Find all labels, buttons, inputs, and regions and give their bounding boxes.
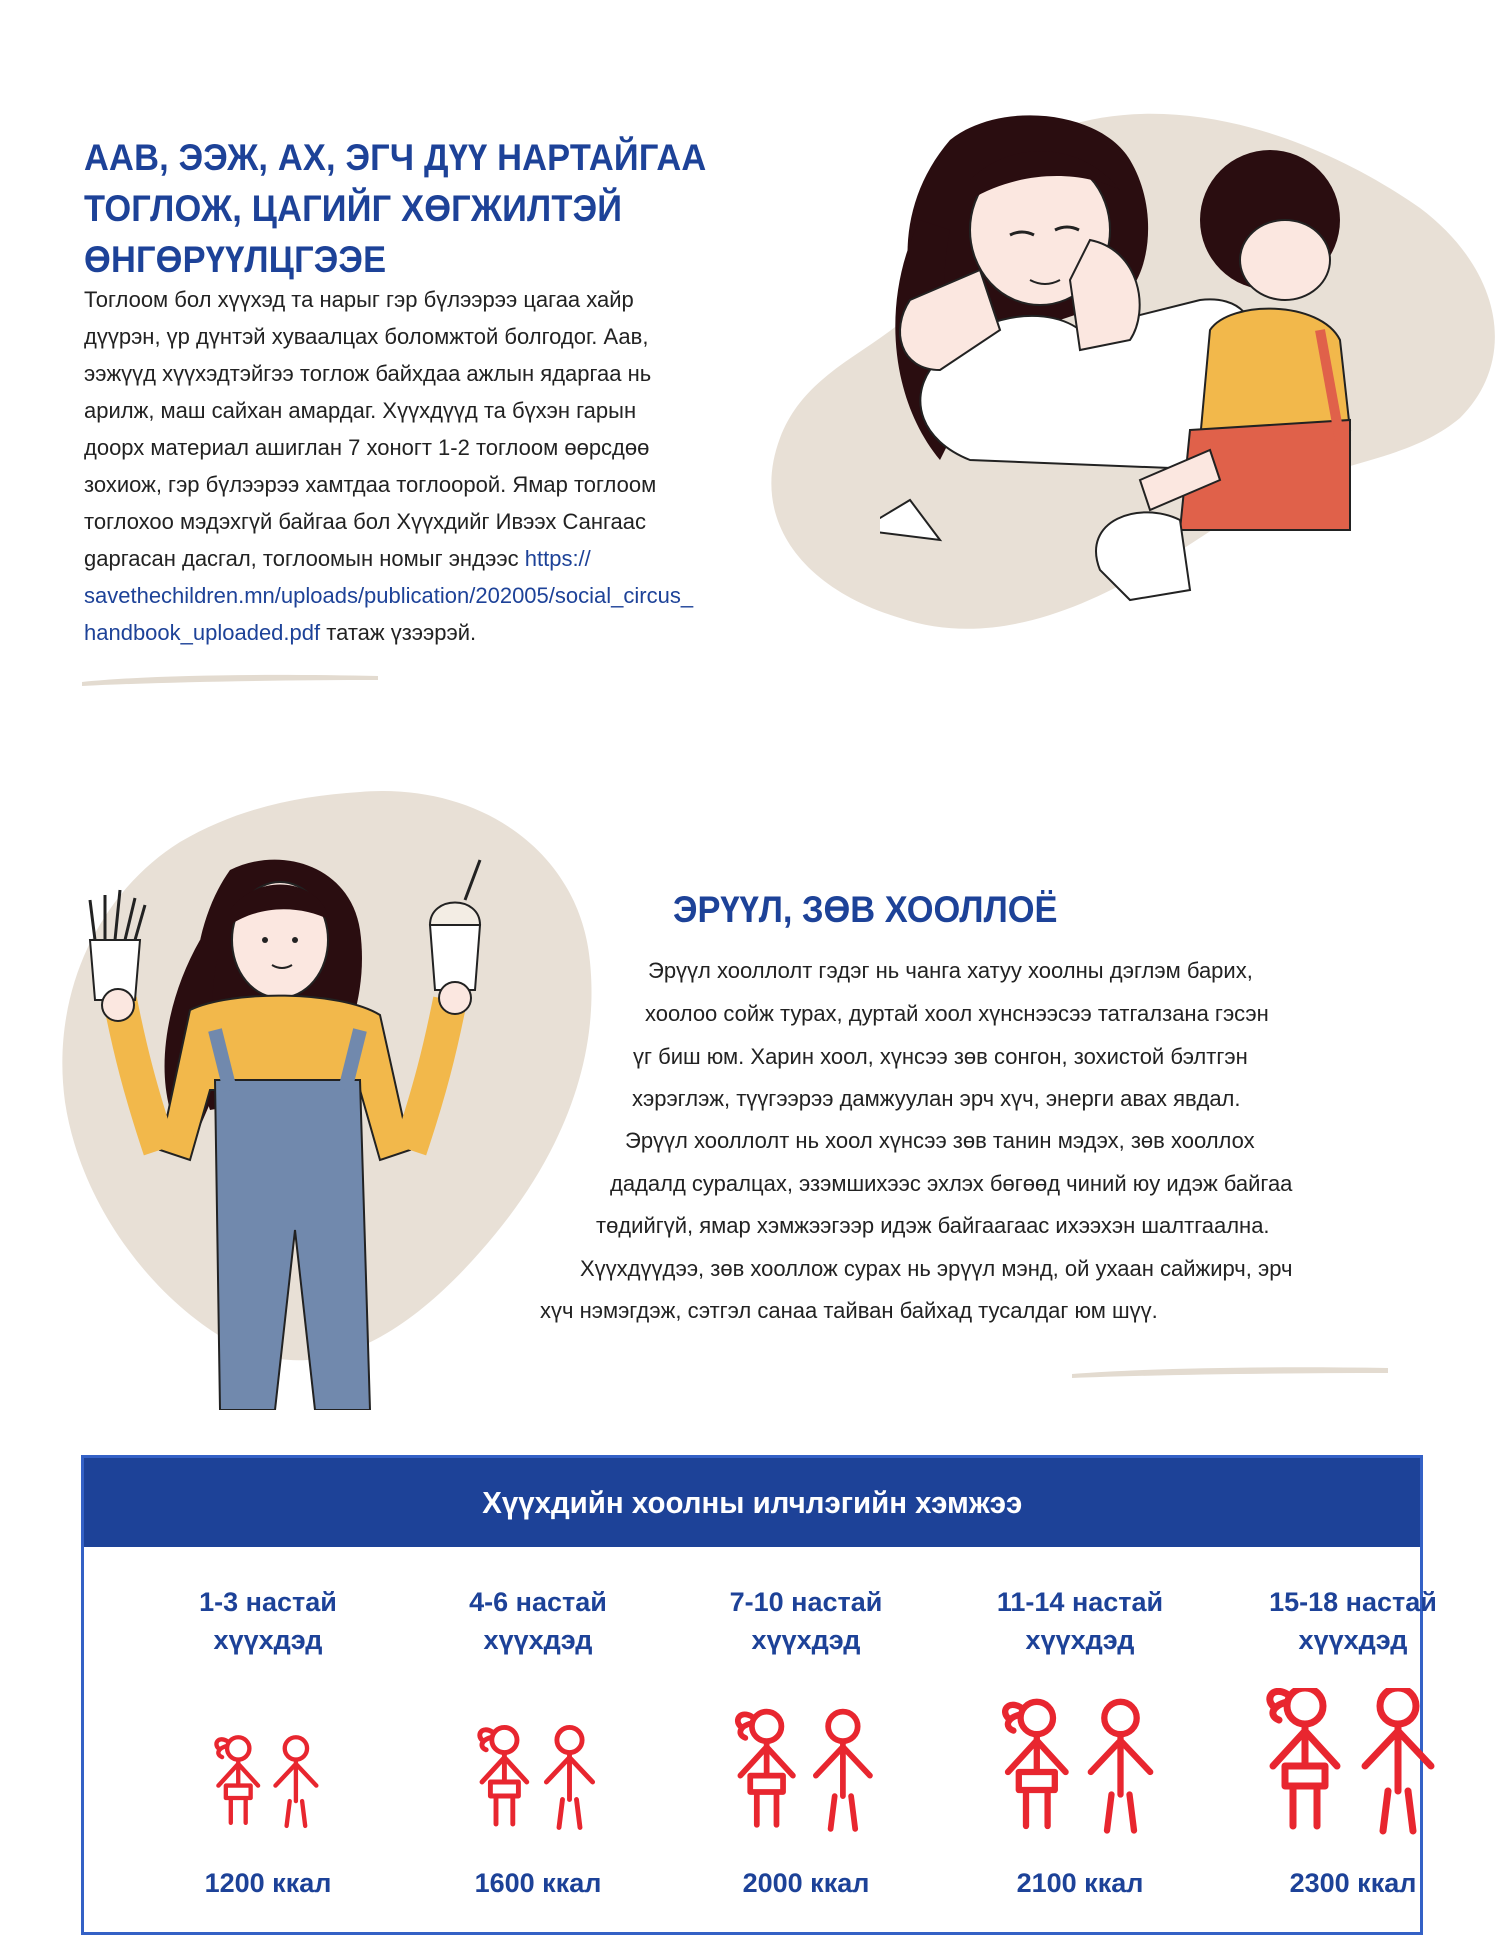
age-label: 1-3 настай хүүхдэд: [199, 1587, 337, 1655]
body-text: Тоглоом бол хүүхэд та нарыг гэр бүлээрээ цагаа хайр дүүрэн, үр дүнтэй хуваалцах боломжтой болгодог. Аав, ээжүүд хүүхэдтэйгээ тоглож байхдаа ажлын ядаргаа нь арилж, маш сайхан амардаг. Хүүхдүүд та бүхэн гарын доорх материал ашиглан 7 хоногт 1-2 тоглоом өөрсдөө зохиож, гэр бүлээрээ хамтдаа тоглоорой. Ямар тоглоом тоглохоо мэдэхгүй байгаа бол Хүүхдийг Ивээх Сангаас gаргасан дасгал, тоглоомын номыг эндээс: [84, 287, 657, 571]
children-icon: [1219, 1688, 1487, 1858]
kcal-value: 2100 ккал: [1016, 1868, 1144, 1898]
children-icon: [672, 1688, 940, 1858]
age-label: 15-18 настай хүүхдэд: [1269, 1587, 1437, 1655]
age-group-7-10: [672, 1458, 940, 1932]
age-label: 11-14 настай хүүхдэд: [996, 1587, 1164, 1655]
girl-with-food-illustration: [80, 850, 520, 1410]
age-group-11-14: [946, 1458, 1214, 1932]
title-line: ААВ, ЭЭЖ, АХ, ЭГЧ ДҮҮ НАРТАЙГАА: [84, 137, 707, 178]
body-line: Эрүүл хооллолт гэдэг нь чанга хатуу хоолны дэглэм барих,: [648, 958, 1253, 983]
age-group-1-3: [134, 1458, 402, 1932]
body-line: хэрэглэж, түүгээрээ дамжуулан эрч хүч, энерги авах явдал.: [632, 1086, 1241, 1111]
body-line: төдийгүй, ямар хэмжээгээр идэж байгаагаас ихээхэн шалтгаална.: [596, 1213, 1270, 1238]
kcal-value: 1600 ккал: [474, 1868, 602, 1898]
body-line: хүч нэмэгдэж, сэтгэл санаа тайван байхад тусалдаг юм шүү.: [540, 1298, 1158, 1323]
body-line: Хүүхдүүдээ, зөв хооллож сурах нь эрүүл мэнд, ой ухаан сайжирч, эрч: [580, 1256, 1293, 1281]
children-icon: [134, 1688, 402, 1858]
body-line: дадалд суралцах, эзэмшихээс эхлэх бөгөөд чиний юу идэж байгаа: [610, 1171, 1293, 1196]
age-label: 7-10 настай хүүхдэд: [729, 1587, 883, 1655]
age-group-4-6: [404, 1458, 672, 1932]
title-line: ӨНГӨРҮҮЛЦГЭЭЕ: [84, 239, 387, 280]
kcal-value: 2300 ккал: [1289, 1868, 1417, 1898]
handbook-link[interactable]: https:// savethechildren.mn/uploads/publication/202005/social_circus_ handbook_uploaded.pdf: [84, 546, 694, 645]
body-line: хоолоо сойж турах, дуртай хоол хүнснээсээ татгалзана гэсэн: [645, 1001, 1269, 1026]
kcal-value: 1200 ккал: [204, 1868, 332, 1898]
children-icon: [946, 1688, 1214, 1858]
calorie-table: [81, 1455, 1437, 1935]
body-line: Эрүүл хооллолт нь хоол хүнсээ зөв танин мэдэх, зөв хооллох: [625, 1128, 1255, 1153]
section-title-play: [84, 132, 735, 285]
body-tail: татаж үзээрэй.: [320, 620, 477, 645]
kcal-value: 2000 ккал: [742, 1868, 870, 1898]
age-group-15-18: [1219, 1458, 1487, 1932]
brush-divider: [80, 670, 380, 690]
age-label: 4-6 настай хүүхдэд: [469, 1587, 607, 1655]
section-body-play: [84, 281, 784, 651]
title-line: ТОГЛОЖ, ЦАГИЙГ ХӨГЖИЛТЭЙ: [84, 188, 623, 229]
body-line: үг биш юм. Харин хоол, хүнсээ зөв сонгон, зохистой бэлтгэн: [633, 1044, 1248, 1069]
section-title-food: ЭРҮҮЛ, ЗӨВ ХООЛЛОЁ: [673, 889, 1058, 930]
brush-divider: [1070, 1362, 1390, 1382]
children-icon: [404, 1688, 672, 1858]
mother-child-illustration: [880, 100, 1440, 630]
calorie-table-title: Хүүхдийн хоолны илчлэгийн хэмжээ: [481, 1484, 1023, 1520]
